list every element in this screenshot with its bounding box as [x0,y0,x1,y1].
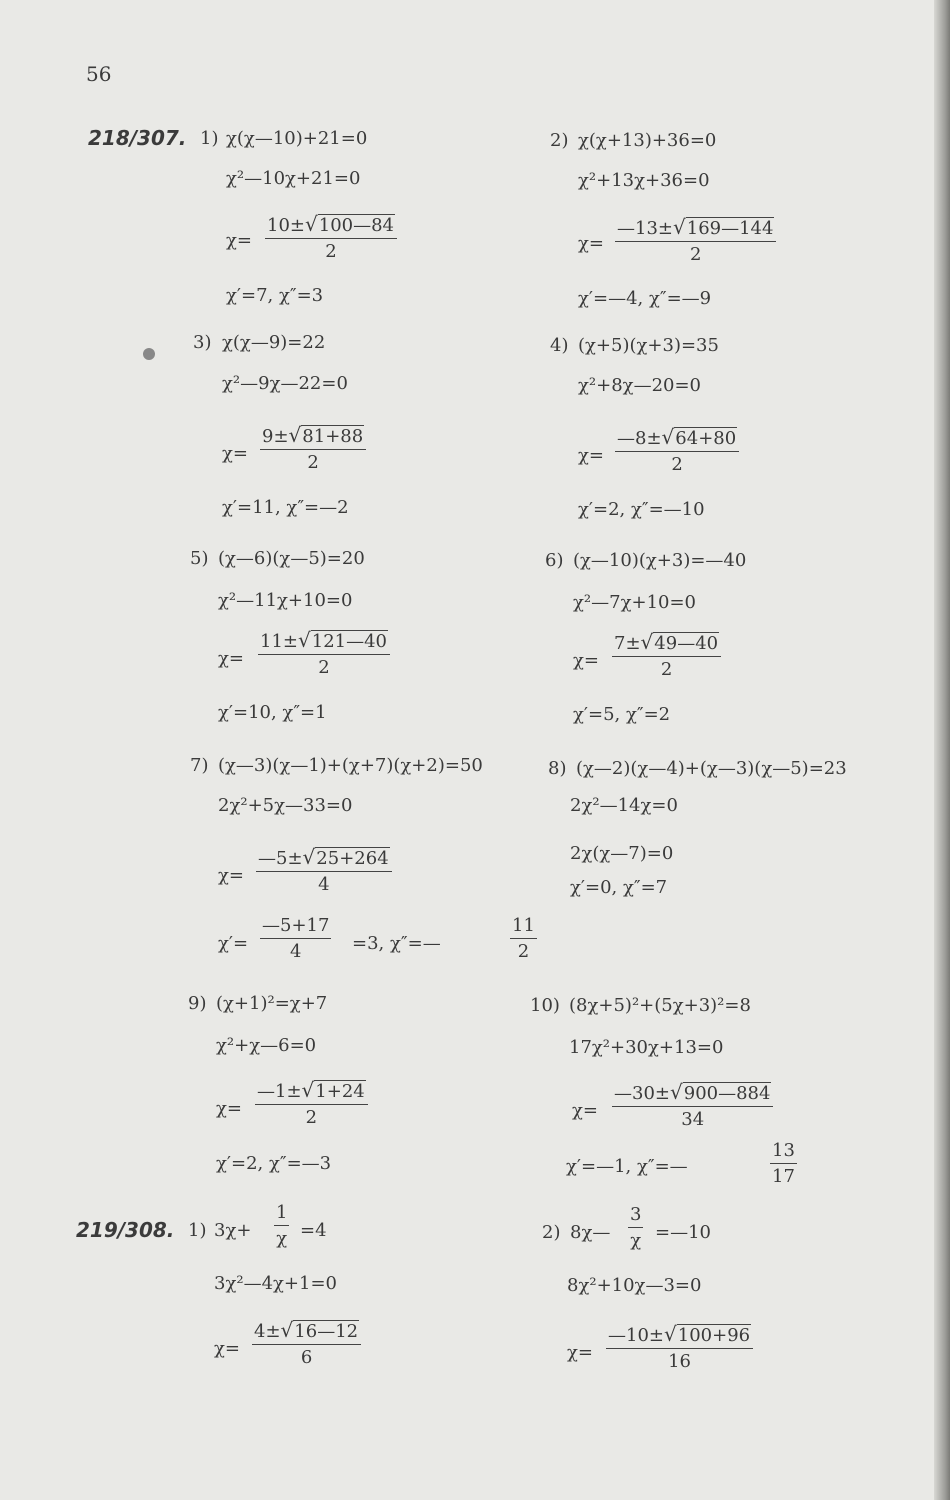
x-equals: χ= [573,650,599,671]
x-equals: χ= [578,233,604,254]
expanded-equation: χ²—10χ+21=0 [226,168,361,189]
equation-start: 8χ— [570,1222,611,1243]
page-edge-shadow [934,0,950,1500]
equation: χ(χ+13)+36=0 [578,130,717,151]
roots: χ′=7, χ″=3 [226,285,324,306]
item-number: 7) [190,755,209,776]
quadratic-formula: 10±√100—84 2 [265,212,397,262]
quadratic-formula: —1±√1+24 2 [255,1078,368,1128]
expanded-equation: 2χ²—14χ=0 [570,795,678,816]
item-number: 1) [200,128,219,149]
expanded-equation: χ²—7χ+10=0 [573,592,697,613]
ink-spot [143,348,155,360]
expanded-equation: 8χ²+10χ—3=0 [567,1275,702,1296]
x-equals: χ= [567,1342,593,1363]
item-number: 8) [548,758,567,779]
roots: χ′=—4, χ″=—9 [578,288,712,309]
roots: χ′=11, χ″=—2 [222,497,349,518]
quadratic-formula: 4±√16—12 6 [252,1318,361,1368]
roots: χ′=2, χ″=—3 [216,1153,332,1174]
equation-fraction: 1 χ [276,1202,288,1249]
equation: (χ+1)²=χ+7 [216,993,328,1014]
x-equals: χ= [218,648,244,669]
item-number: 2) [550,130,569,151]
quadratic-formula: —5±√25+264 4 [256,845,392,895]
expanded-equation: χ²+13χ+36=0 [578,170,710,191]
item-number: 4) [550,335,569,356]
equation-fraction: 3 χ [630,1204,642,1251]
roots: χ′=—1, χ″=— [566,1156,688,1177]
roots: χ′=10, χ″=1 [218,702,327,723]
root-fraction: —5+17 4 [262,915,330,962]
item-number: 2) [542,1222,561,1243]
equation: χ(χ—10)+21=0 [226,128,368,149]
quadratic-formula: —8±√64+80 2 [615,425,739,475]
equation-start: 3χ+ [214,1220,252,1241]
x-prime-equals: χ′= [218,933,249,954]
item-number: 9) [188,993,207,1014]
x-equals: χ= [218,865,244,886]
equation: (χ—10)(χ+3)=—40 [573,550,747,571]
x-equals: χ= [214,1338,240,1359]
expanded-equation: χ²—9χ—22=0 [222,373,348,394]
quadratic-formula: —10±√100+96 16 [606,1322,753,1372]
x-equals: χ= [226,230,252,251]
quadratic-formula: 11±√121—40 2 [258,628,390,678]
equation: (χ—2)(χ—4)+(χ—3)(χ—5)=23 [576,758,847,779]
equation-end: =4 [300,1220,327,1241]
quadratic-formula: —30±√900—884 34 [612,1080,773,1130]
x-equals: χ= [578,445,604,466]
problem-label-218: 218/307. [88,126,187,150]
x-equals: χ= [216,1098,242,1119]
item-number: 3) [193,332,212,353]
root-fraction: 13 17 [772,1140,795,1187]
roots: χ′=0, χ″=7 [570,877,668,898]
equation-end: =—10 [655,1222,711,1243]
item-number: 6) [545,550,564,571]
equation: (8χ+5)²+(5χ+3)²=8 [569,995,751,1016]
page-number: 56 [86,62,112,86]
factored-equation: 2χ(χ—7)=0 [570,843,674,864]
item-number: 10) [530,995,560,1016]
quadratic-formula: —13±√169—144 2 [615,215,776,265]
item-number: 1) [188,1220,207,1241]
equation: (χ—6)(χ—5)=20 [218,548,365,569]
expanded-equation: 2χ²+5χ—33=0 [218,795,353,816]
item-number: 5) [190,548,209,569]
problem-label-219: 219/308. [76,1218,175,1242]
root-values: =3, χ″=— [352,933,441,954]
x-equals: χ= [222,443,248,464]
roots: χ′=5, χ″=2 [573,704,671,725]
equation: (χ—3)(χ—1)+(χ+7)(χ+2)=50 [218,755,483,776]
expanded-equation: χ²—11χ+10=0 [218,590,353,611]
equation: (χ+5)(χ+3)=35 [578,335,719,356]
root-fraction: 11 2 [512,915,535,962]
expanded-equation: χ²+χ—6=0 [216,1035,317,1056]
roots: χ′=2, χ″=—10 [578,499,705,520]
equation: χ(χ—9)=22 [222,332,326,353]
quadratic-formula: 9±√81+88 2 [260,423,366,473]
expanded-equation: χ²+8χ—20=0 [578,375,702,396]
expanded-equation: 3χ²—4χ+1=0 [214,1273,338,1294]
expanded-equation: 17χ²+30χ+13=0 [569,1037,724,1058]
quadratic-formula: 7±√49—40 2 [612,630,721,680]
x-equals: χ= [572,1100,598,1121]
